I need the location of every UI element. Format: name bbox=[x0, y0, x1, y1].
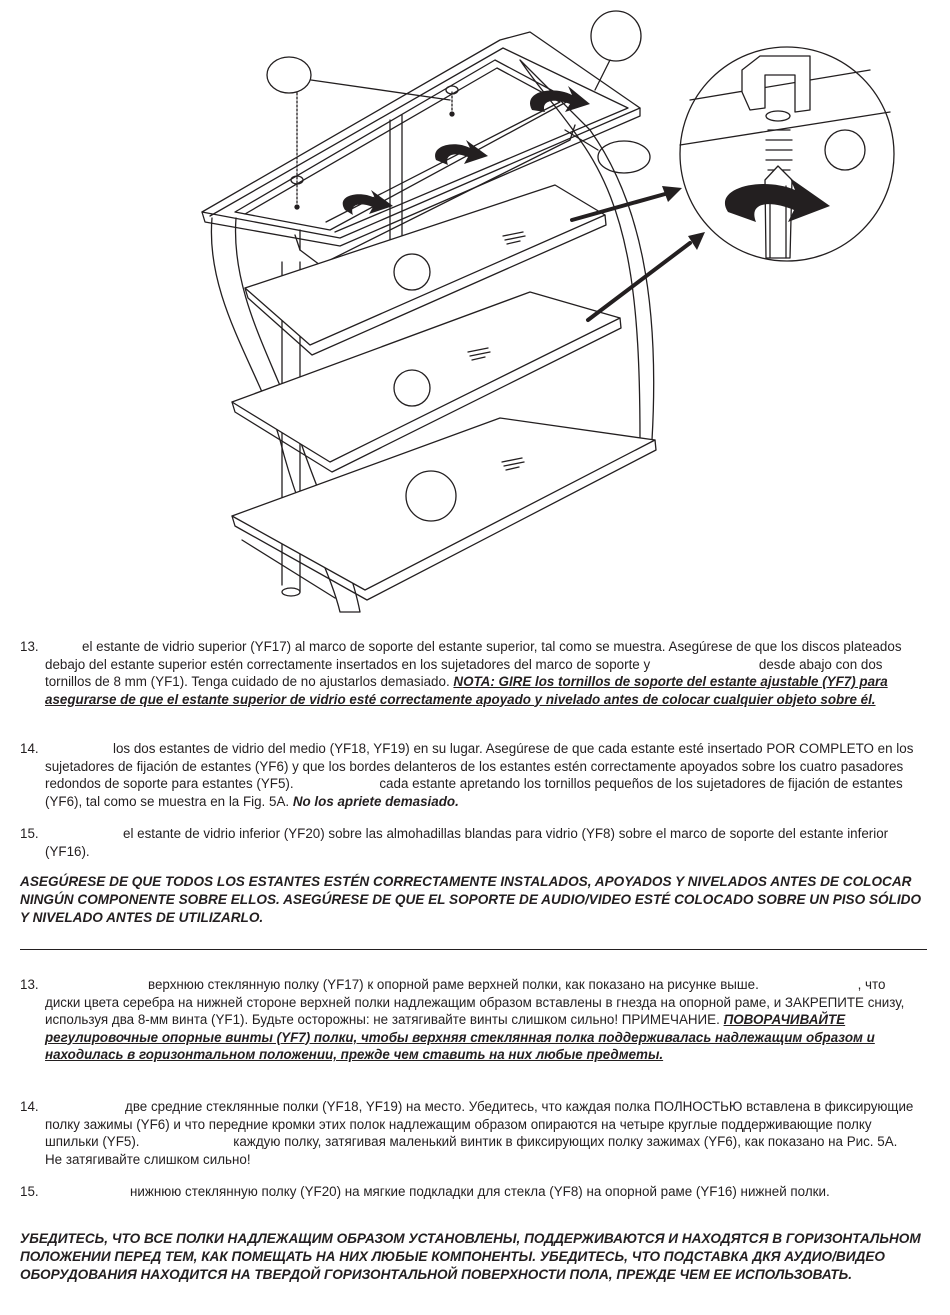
step-number: 14. bbox=[20, 741, 39, 756]
spanish-step-13 bbox=[20, 638, 915, 708]
russian-step-15 bbox=[20, 1183, 915, 1201]
step-number: 15. bbox=[20, 1184, 39, 1199]
step-number: 13. bbox=[20, 639, 39, 654]
step-text: los dos estantes de vidrio del medio (YF18, YF19) en su lugar. Asegúrese de que cada estante esté insertado POR COMPLETO en los sujetadores de fijación de estantes (YF6) y que los bordes delanteros de los estantes estén correctamente apoyados sobre los cuatro pasadores redondos de soporte para estantes (YF5). bbox=[45, 741, 914, 791]
step-note: NOTA: GIRE los tornillos de soporte del estante ajustable (YF7) para asegurarse de que el estante superior de vidrio esté correctamente apoyado y nivelado antes de colocar cualquier objeto sobre él. bbox=[45, 674, 888, 707]
assembly-diagram bbox=[0, 0, 950, 630]
section-divider bbox=[20, 949, 927, 950]
step-note: No los apriete demasiado. bbox=[292, 793, 459, 809]
step-text: нижнюю стеклянную полку (YF20) на мягкие подкладки для стекла (YF8) на опорной раме (YF16) нижней полки. bbox=[130, 1184, 830, 1199]
step-text: el estante de vidrio superior (YF17) al marco de soporte del estante superior, tal como se muestra. Asegúrese de que los discos plateados debajo del estante superior estén correctamente insertados en los sujetadores del marco de soporte y bbox=[45, 639, 902, 672]
zoom-detail-view bbox=[680, 47, 894, 261]
step-text-cont: , что диски цвета серебра на нижней стороне верхней полки надлежащим образом вставлены в гнезда на опорной раме, и ЗАКРЕПИТЕ снизу, используя два 8-мм винта (YF1). Будьте осторожны: не затягивайте винты слишком сильно! ПРИМЕЧАНИЕ. bbox=[45, 977, 905, 1027]
step-text: две средние стеклянные полки (YF18, YF19) на место. Убедитесь, что каждая полка ПОЛНОСТЬЮ вставлена в фиксирующие полку зажимы (YF6) и что передние кромки этих полок надлежащим образом опираются на четыре круглые поддерживающие полку шпильки (YF5). bbox=[45, 1099, 914, 1149]
bottom-glass-shelf bbox=[232, 418, 656, 600]
step-text-cont: cada estante apretando los tornillos pequeños de los sujetadores de fijación de estantes (YF6), tal como se muestra en la Fig. 5A. bbox=[45, 776, 903, 809]
russian-step-14 bbox=[20, 1098, 915, 1168]
spanish-step-14 bbox=[20, 740, 915, 810]
step-note: ПОВОРАЧИВАЙТЕ регулировочные опорные винты (YF7) полки, чтобы верхняя стеклянная полка поддерживалась надлежащим образом и находилась в горизонтальном положении, прежде чем ставить на них любые предметы. bbox=[45, 1012, 875, 1062]
step-number: 15. bbox=[20, 826, 39, 841]
step-number: 13. bbox=[20, 977, 39, 992]
russian-step-13 bbox=[20, 976, 915, 1064]
spanish-step-15 bbox=[20, 825, 915, 860]
step-text-cont: desde abajo con dos tornillos de 8 mm (YF1). Tenga cuidado de no ajustarlos demasiado. bbox=[45, 656, 883, 689]
step-text: el estante de vidrio inferior (YF20) sobre las almohadillas blandas para vidrio (YF8) sobre el marco de soporte del estante inferior (YF16). bbox=[45, 826, 889, 859]
russian-warning: УБЕДИТЕСЬ, ЧТО ВСЕ ПОЛКИ НАДЛЕЖАЩИМ ОБРАЗОМ УСТАНОВЛЕНЫ, ПОДДЕРЖИВАЮТСЯ И НАХОДЯТСЯ В ГОРИЗОНТАЛЬНОМ ПОЛОЖЕНИИ ПЕРЕД ТЕМ, КАК ПОМЕЩАТЬ НА НИХ ЛЮБЫЕ КОМПОНЕНТЫ. УБЕДИТЕСЬ, ЧТО ПОДСТАВКА ДКЯ АУДИО/ВИДЕО ОБОРУДОВАНИЯ НАХОДИТСЯ НА ТВЕРДОЙ ГОРИЗОНТАЛЬНОЙ ПОВЕРХНОСТИ ПОЛА, ПРЕЖДЕ ЧЕМ ЕЕ ИСПОЛЬЗОВАТЬ. bbox=[20, 1231, 921, 1282]
step-text: верхнюю стеклянную полку (YF17) к опорной раме верхней полки, как показано на рисунке выше. bbox=[148, 977, 759, 992]
step-text-cont: каждую полку, затягивая маленький винтик в фиксирующих полку зажимах (YF6), как показано на Рис. 5A. Не затягивайте слишком сильно! bbox=[45, 1134, 898, 1167]
spanish-warning: ASEGÚRESE DE QUE TODOS LOS ESTANTES ESTÉN CORRECTAMENTE INSTALADOS, APOYADOS Y NIVELADOS ANTES DE COLOCAR NINGÚN COMPONENTE SOBRE ELLOS. ASEGÚRESE DE QUE EL SOPORTE DE AUDIO/VIDEO ESTÉ COLOCADO SOBRE UN PISO SÓLIDO Y NIVELADO ANTES DE UTILIZARLO. bbox=[20, 874, 922, 925]
step-number: 14. bbox=[20, 1099, 39, 1114]
